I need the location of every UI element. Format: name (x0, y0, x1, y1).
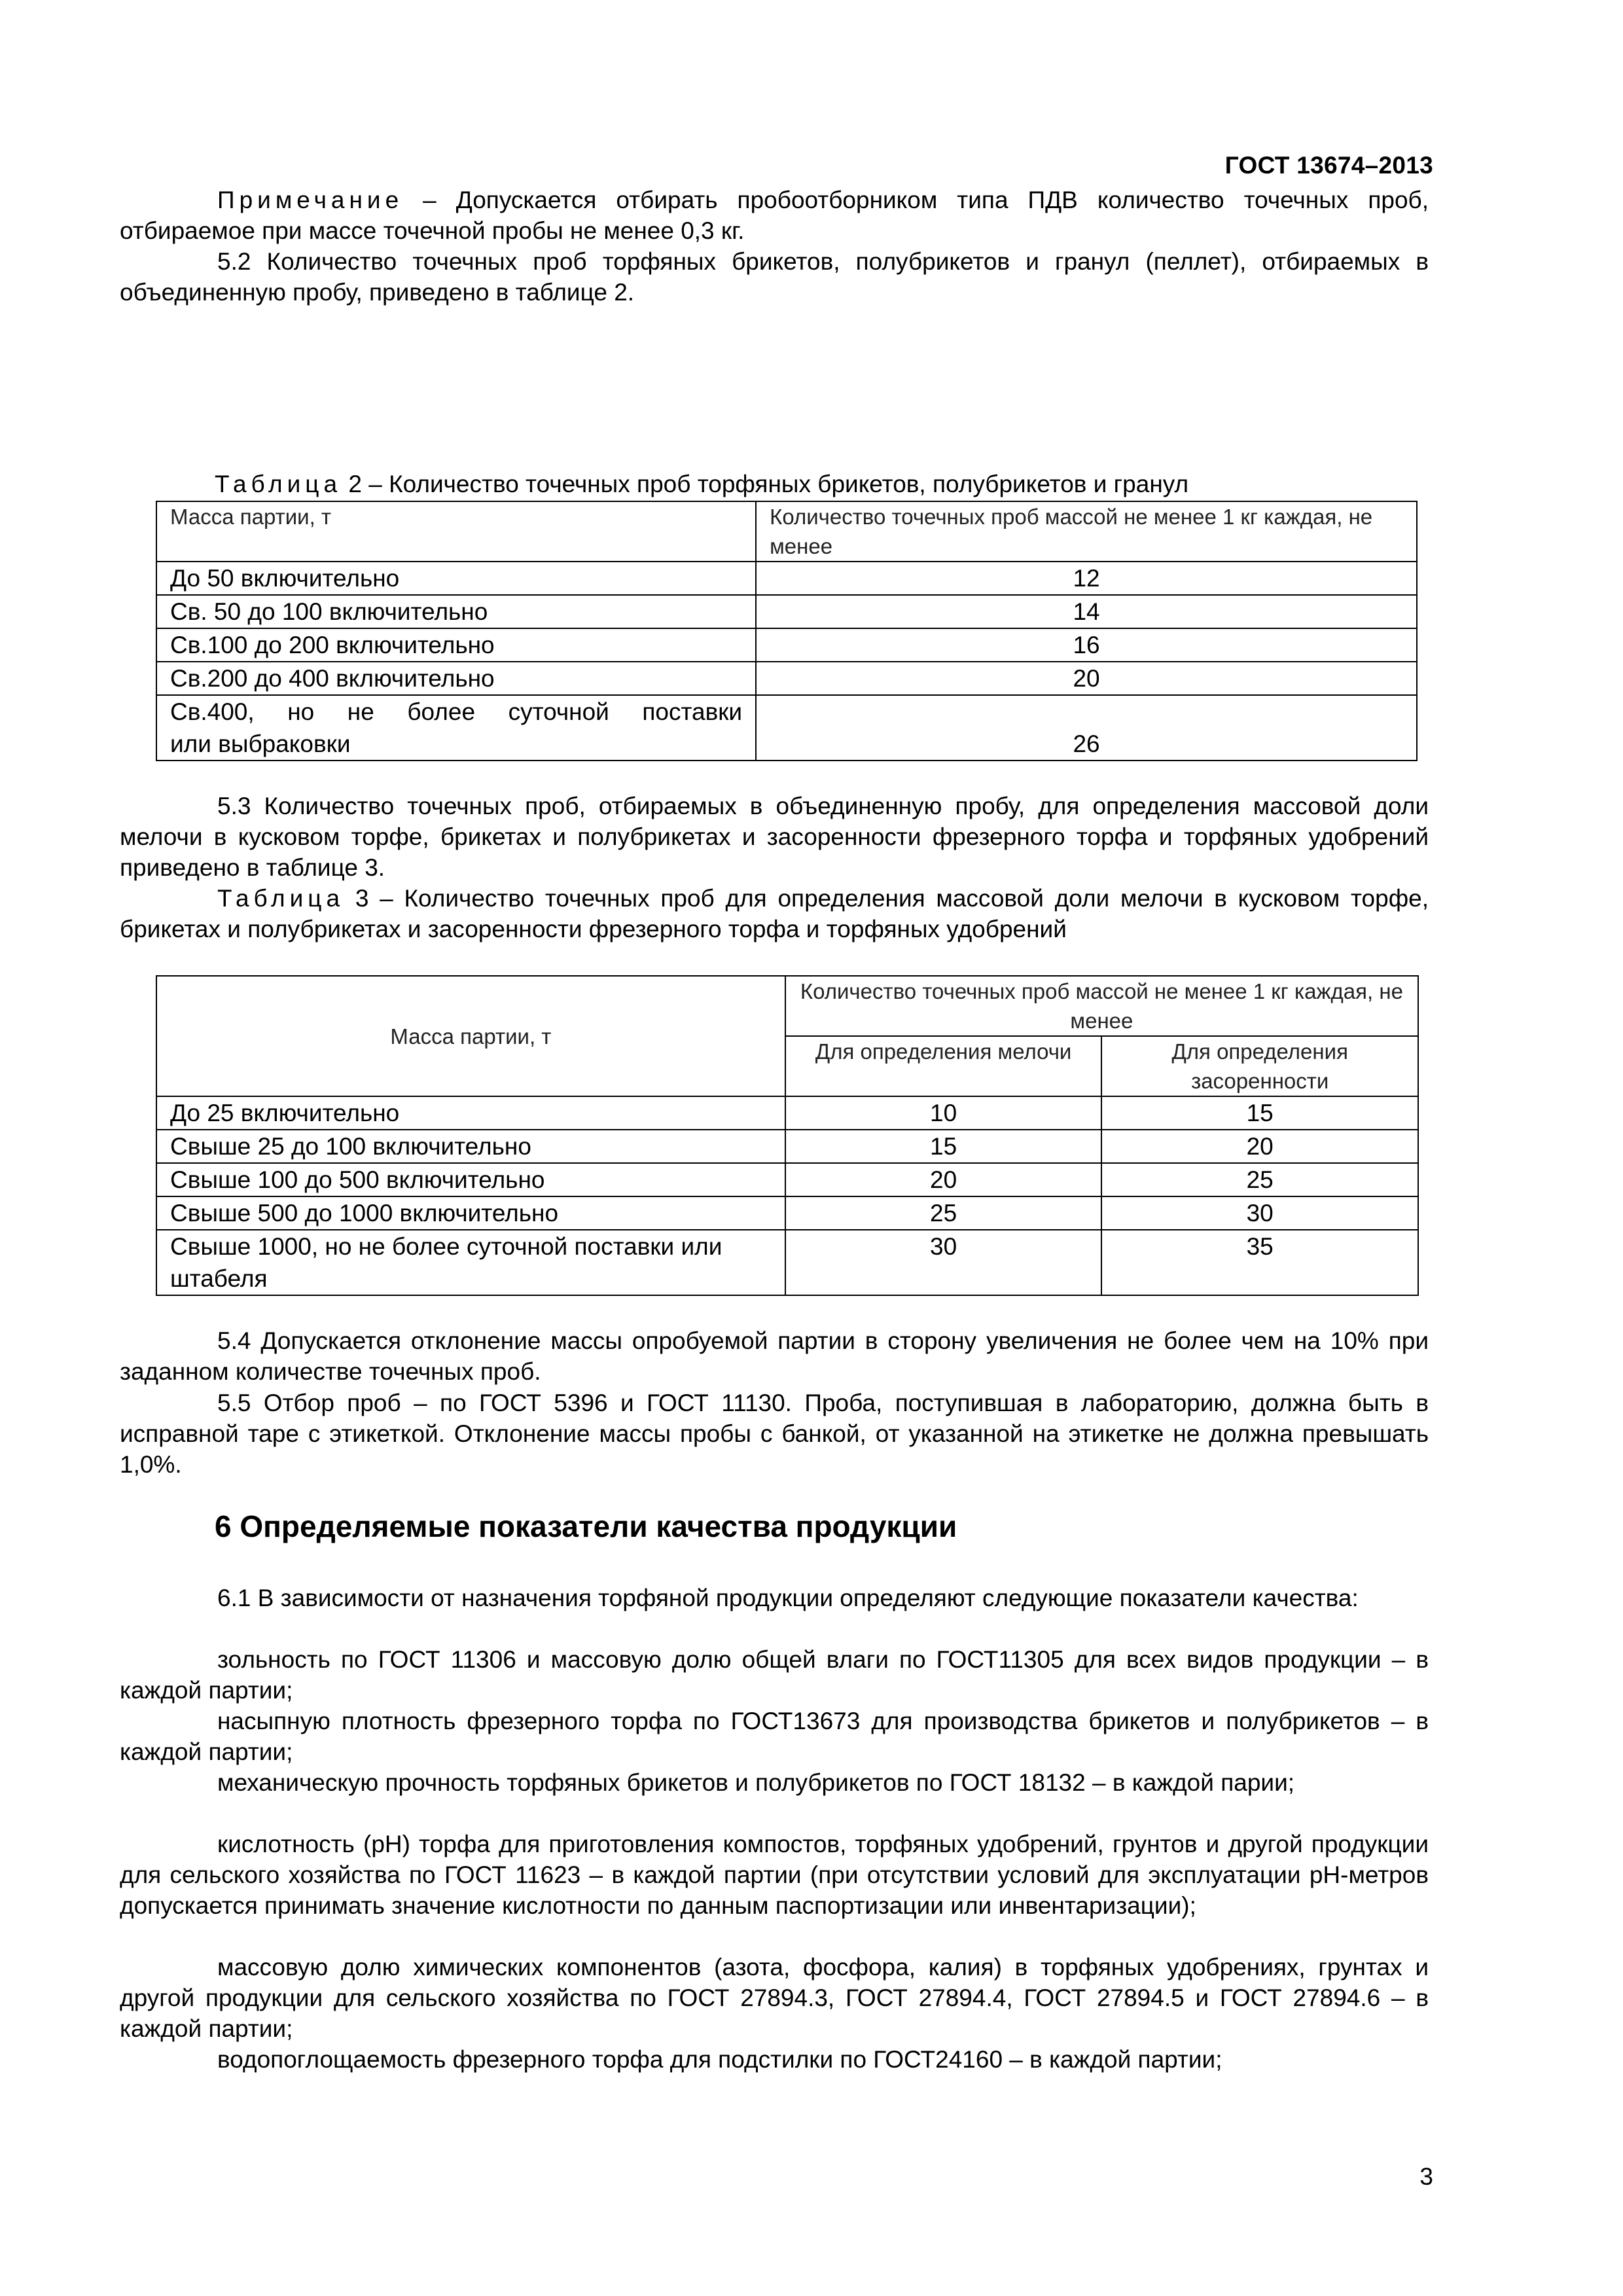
table3-caption-text: 3 – Количество точечных проб для определения массовой доли мелочи в кусковом торфе, брикетах и полубрикетах и засоренности фрезерного торфа и торфяных удобрений (120, 885, 1429, 942)
table2-col-mass: Масса партии, т (156, 501, 756, 562)
table3-debris-cell: 30 (1101, 1196, 1418, 1230)
paragraph-5-5: 5.5 Отбор проб – по ГОСТ 5396 и ГОСТ 11130. Проба, поступившая в лабораторию, должна быть в исправной таре с этикеткой. Отклонение массы пробы с банкой, от указанной на этикетке не должна превышать 1,0%. (120, 1390, 1429, 1478)
table2-mass-cell (156, 695, 756, 761)
page-number: 3 (1419, 2163, 1433, 2190)
table3-fines-cell: 20 (785, 1163, 1102, 1196)
list-item: механическую прочность торфяных брикетов и полубрикетов по ГОСТ 18132 – в каждой парии; (217, 1769, 1295, 1796)
table3-col-count: Количество точечных проб массой не менее 1 кг каждая, не менее (785, 976, 1418, 1036)
table-3 (156, 975, 1419, 1296)
paragraph-5-4: 5.4 Допускается отклонение массы опробуемой партии в сторону увеличения не более чем на 10% при заданном количестве точечных проб. (120, 1327, 1429, 1385)
table3-fines-cell: 10 (785, 1096, 1102, 1130)
table-row (156, 628, 1417, 662)
table-row (156, 595, 1417, 628)
table2-mass-cell: Св. 50 до 100 включительно (156, 595, 756, 628)
paragraph-6-1: 6.1 В зависимости от назначения торфяной продукции определяют следующие показатели качества: (217, 1585, 1359, 1611)
paragraph-5-2: 5.2 Количество точечных проб торфяных брикетов, полубрикетов и гранул (пеллет), отбираемых в объединенную пробу, приведено в таблице 2. (120, 248, 1429, 306)
table2-mass-cell: Св.200 до 400 включительно (156, 662, 756, 695)
table2-mass-cell: До 50 включительно (156, 562, 756, 595)
list-item: массовую долю химических компонентов (азота, фосфора, калия) в торфяных удобрениях, грунтах и другой продукции для сельского хозяйства по ГОСТ 27894.3, ГОСТ 27894.4, ГОСТ 27894.5 и ГОСТ 27894.6 – в каждой партии; (120, 1954, 1429, 2042)
table3-col-fines: Для определения мелочи (785, 1036, 1102, 1096)
table-row (156, 1196, 1418, 1230)
table2-count-cell: 20 (756, 662, 1417, 695)
table2-mass-line1: Св.400, но не более суточной поставки (170, 698, 743, 725)
table3-header-row (156, 976, 1418, 1036)
table3-caption (120, 883, 1429, 944)
list-item: насыпную плотность фрезерного торфа по ГОСТ13673 для производства брикетов и полубрикетов – в каждой партии; (120, 1708, 1429, 1765)
table3-col-debris: Для определения засоренности (1101, 1036, 1418, 1096)
table3-mass-cell: Свыше 100 до 500 включительно (156, 1163, 785, 1196)
table2-caption (215, 469, 1425, 499)
table3-fines-cell: 15 (785, 1130, 1102, 1163)
table3-caption-label: Таблица (217, 885, 345, 912)
list-item: зольность по ГОСТ 11306 и массовую долю общей влаги по ГОСТ11305 для всех видов продукции – в каждой партии; (120, 1646, 1429, 1704)
table-row (156, 695, 1417, 761)
table3-mass-cell: Свыше 500 до 1000 включительно (156, 1196, 785, 1230)
table3-debris-cell: 25 (1101, 1163, 1418, 1196)
table-row (156, 562, 1417, 595)
table3-mass-cell: До 25 включительно (156, 1096, 785, 1130)
table-row (156, 662, 1417, 695)
table-row (156, 1130, 1418, 1163)
note-text: – Допускается отбирать пробоотборником типа ПДВ количество точечных проб, отбираемое при массе точечной пробы не менее 0,3 кг. (120, 187, 1429, 244)
table-row (156, 1163, 1418, 1196)
table3-mass-cell: Свыше 25 до 100 включительно (156, 1130, 785, 1163)
table3-fines-cell: 30 (785, 1230, 1102, 1295)
table3-debris-cell: 20 (1101, 1130, 1418, 1163)
document-code: ГОСТ 13674–2013 (1224, 152, 1433, 179)
table3-mass-cell: Свыше 1000, но не более суточной поставки или штабеля (156, 1230, 785, 1295)
note-paragraph (120, 185, 1429, 246)
note-label: Примечание (217, 187, 404, 213)
table2-mass-line2: или выбраковки (170, 730, 351, 757)
paragraph-5-3: 5.3 Количество точечных проб, отбираемых в объединенную пробу, для определения массовой доли мелочи в кусковом торфе, брикетах и полубрикетах и засоренности фрезерного торфа и торфяных удобрений приведено в таблице 3. (120, 793, 1429, 881)
table2-caption-label: Таблица (215, 471, 342, 497)
table3-debris-cell: 15 (1101, 1096, 1418, 1130)
list-item: кислотность (рН) торфа для приготовления компостов, торфяных удобрений, грунтов и другой продукции для сельского хозяйства по ГОСТ 11623 – в каждой партии (при отсутствии условий для эксплуатации рН-метров допускается принимать значение кислотности по данным паспортизации или инвентаризации); (120, 1831, 1429, 1919)
table2-count-cell: 14 (756, 595, 1417, 628)
table2-count-cell: 26 (756, 695, 1417, 761)
table2-count-cell: 16 (756, 628, 1417, 662)
table2-mass-cell: Св.100 до 200 включительно (156, 628, 756, 662)
table2-col-count: Количество точечных проб массой не менее 1 кг каждая, не менее (756, 501, 1417, 562)
list-item: водопоглощаемость фрезерного торфа для подстилки по ГОСТ24160 – в каждой партии; (217, 2046, 1222, 2073)
table-row (156, 1230, 1418, 1295)
section-6-title: 6 Определяемые показатели качества продукции (215, 1509, 957, 1543)
table-row (156, 1096, 1418, 1130)
table-2 (156, 501, 1418, 761)
table2-header-row (156, 501, 1417, 562)
table3-debris-cell: 35 (1101, 1230, 1418, 1295)
table2-count-cell: 12 (756, 562, 1417, 595)
table3-fines-cell: 25 (785, 1196, 1102, 1230)
table2-caption-text: 2 – Количество точечных проб торфяных брикетов, полубрикетов и гранул (342, 471, 1189, 497)
table3-col-mass: Масса партии, т (156, 976, 785, 1096)
